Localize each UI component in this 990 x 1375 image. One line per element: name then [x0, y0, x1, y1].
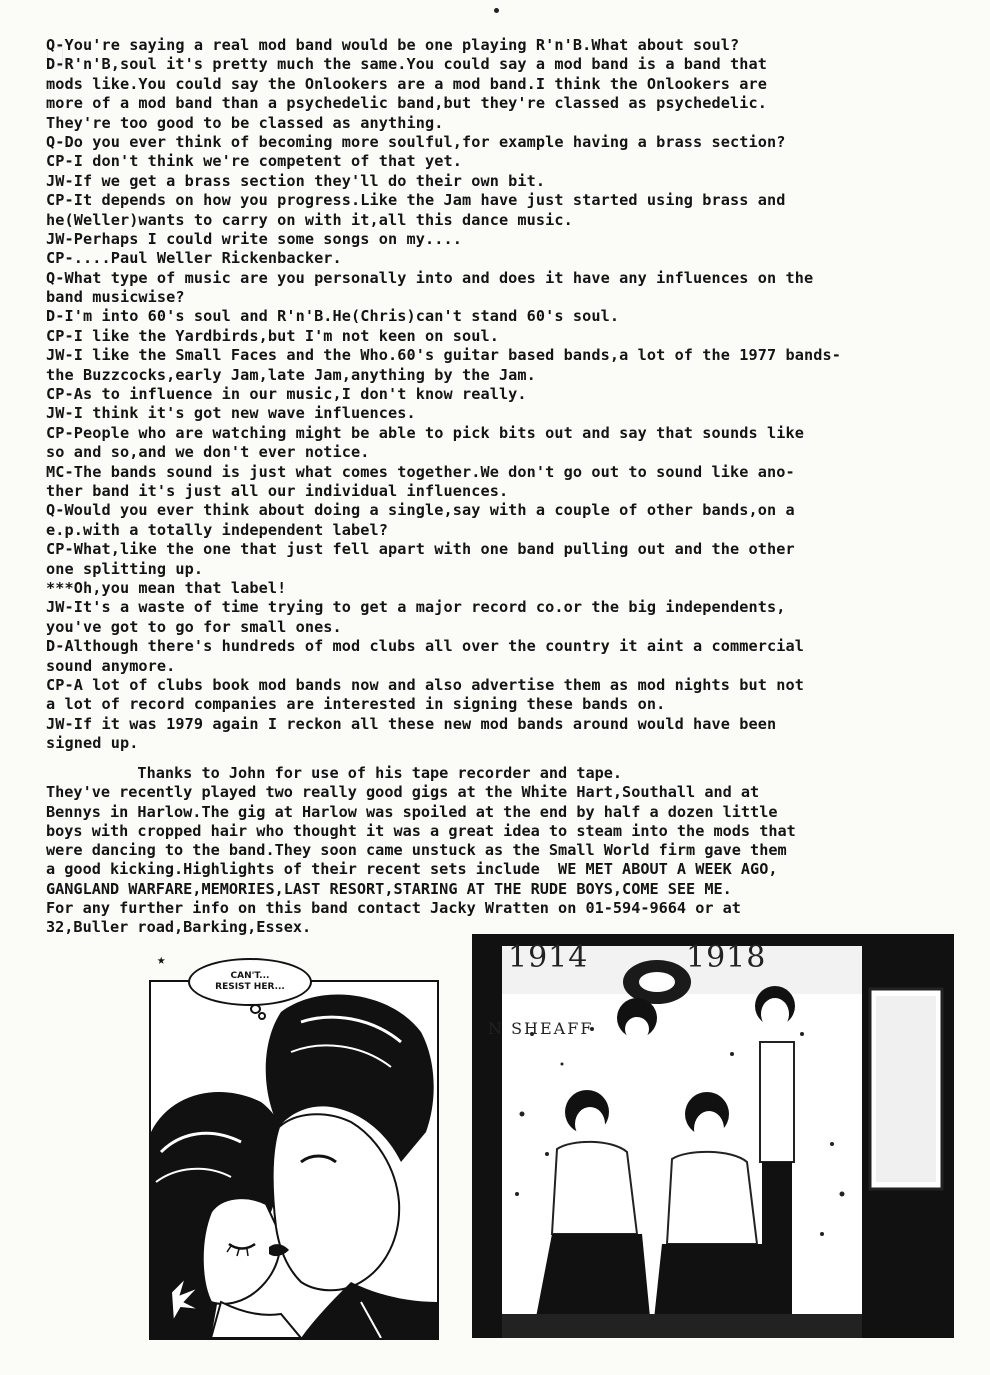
transcript-line: Q-You're saying a real mod band would be one playing R'n'B.What about soul? [46, 36, 740, 54]
transcript-line: CP-A lot of clubs book mod bands now and also advertise them as mod nights but not [46, 675, 804, 694]
transcript-line: a lot of record companies are interested in signing these bands on. [46, 695, 666, 714]
transcript-line: CP-....Paul Weller Rickenbacker. [46, 249, 342, 268]
transcript-line: JW-Perhaps I could write some songs on my.... [46, 229, 462, 248]
memorial-date-right: 1918 [686, 940, 767, 975]
thought-bubble-line-1: CAN'T... [230, 971, 270, 981]
news-line: Thanks to John for use of his tape recorder and tape. [46, 764, 623, 782]
transcript-line: JW-If we get a brass section they'll do their own bit. [46, 171, 546, 190]
comic-kiss-panel [149, 980, 439, 1340]
transcript-line: D-Although there's hundreds of mod clubs all over the country it aint a commercial [46, 637, 804, 656]
transcript-line: CP-As to influence in our music,I don't know really. [46, 385, 527, 404]
transcript-line: JW-If it was 1979 again I reckon all these new mod bands around would have been [46, 714, 777, 733]
transcript-line: CP-It depends on how you progress.Like the Jam have just started using brass and [46, 191, 786, 210]
transcript-line: CP-I don't think we're competent of that yet. [46, 152, 462, 171]
transcript-line: JW-I think it's got new wave influences. [46, 404, 416, 423]
star-icon: ★ [157, 952, 166, 968]
transcript-line: D-I'm into 60's soul and R'n'B.He(Chris)can't stand 60's soul. [46, 307, 620, 326]
news-line: were dancing to the band.They soon came unstuck as the Small World firm gave them [46, 841, 787, 860]
news-line: 32,Buller road,Barking,Essex. [46, 918, 312, 937]
news-line: For any further info on this band contact Jacky Wratten on 01-594-9664 or at [46, 899, 741, 918]
thought-bubble [188, 958, 308, 1018]
transcript-line: Q-Do you ever think of becoming more soulful,for example having a brass section? [46, 132, 786, 151]
svg-text:N SHEAFF: N SHEAFF [488, 1019, 594, 1038]
transcript-line: CP-I like the Yardbirds,but I'm not keen on soul. [46, 326, 499, 345]
page-dot [494, 8, 499, 13]
transcript-line: Q-Would you ever think about doing a single,say with a couple of other bands,on a [46, 501, 795, 520]
transcript-line: JW-I like the Small Faces and the Who.60's guitar based bands,a lot of the 1977 bands- [46, 346, 841, 365]
transcript-line: D-R'n'B,soul it's pretty much the same.You could say a mod band is a band that [46, 55, 768, 74]
transcript-line: Q-What type of music are you personally into and does it have any influences on the [46, 268, 814, 287]
news-line: GANGLAND WARFARE,MEMORIES,LAST RESORT,STARING AT THE RUDE BOYS,COME SEE ME. [46, 879, 732, 898]
transcript-line: band musicwise? [46, 288, 185, 307]
thought-bubble-line-2: RESIST HER... [215, 982, 285, 992]
transcript-line: MC-The bands sound is just what comes together.We don't go out to sound like ano- [46, 462, 795, 481]
news-line: a good kicking.Highlights of their recent sets include WE MET ABOUT A WEEK AGO, [46, 860, 778, 879]
transcript-line: mods like.You could say the Onlookers are a mod band.I think the Onlookers are [46, 74, 768, 93]
transcript-line: you've got to go for small ones. [46, 617, 342, 636]
comic-kiss-illustration [151, 982, 437, 1338]
news-line: boys with cropped hair who thought it was a great idea to steam into the mods that [46, 821, 796, 840]
transcript-line: one splitting up. [46, 559, 204, 578]
transcript-line: sound anymore. [46, 656, 176, 675]
transcript-line: CP-People who are watching might be able to pick bits out and say that sounds like [46, 423, 804, 442]
transcript-line: ther band it's just all our individual influences. [46, 481, 509, 500]
transcript-line: e.p.with a totally independent label? [46, 520, 389, 539]
band-photo-illustration [472, 934, 954, 1338]
transcript-line: more of a mod band than a psychedelic band,but they're classed as psychedelic. [46, 94, 768, 113]
transcript-line: he(Weller)wants to carry on with it,all this dance music. [46, 210, 573, 229]
memorial-date-left: 1914 [508, 940, 589, 975]
transcript-line: the Buzzcocks,early Jam,late Jam,anything by the Jam. [46, 365, 536, 384]
news-line: They've recently played two really good gigs at the White Hart,Southall and at [46, 783, 760, 802]
transcript-line: JW-It's a waste of time trying to get a major record co.or the big independents, [46, 598, 786, 617]
band-photo [472, 934, 954, 1338]
transcript-line: ***Oh,you mean that label! [46, 578, 287, 597]
transcript-line: They're too good to be classed as anything. [46, 113, 444, 132]
interview-transcript [46, 36, 956, 753]
band-news-paragraph [46, 764, 956, 938]
news-line: Bennys in Harlow.The gig at Harlow was spoiled at the end by half a dozen little [46, 802, 778, 821]
transcript-line: CP-What,like the one that just fell apart with one band pulling out and the other [46, 540, 795, 559]
transcript-line: signed up. [46, 734, 139, 753]
transcript-line: so and so,and we don't ever notice. [46, 443, 370, 462]
